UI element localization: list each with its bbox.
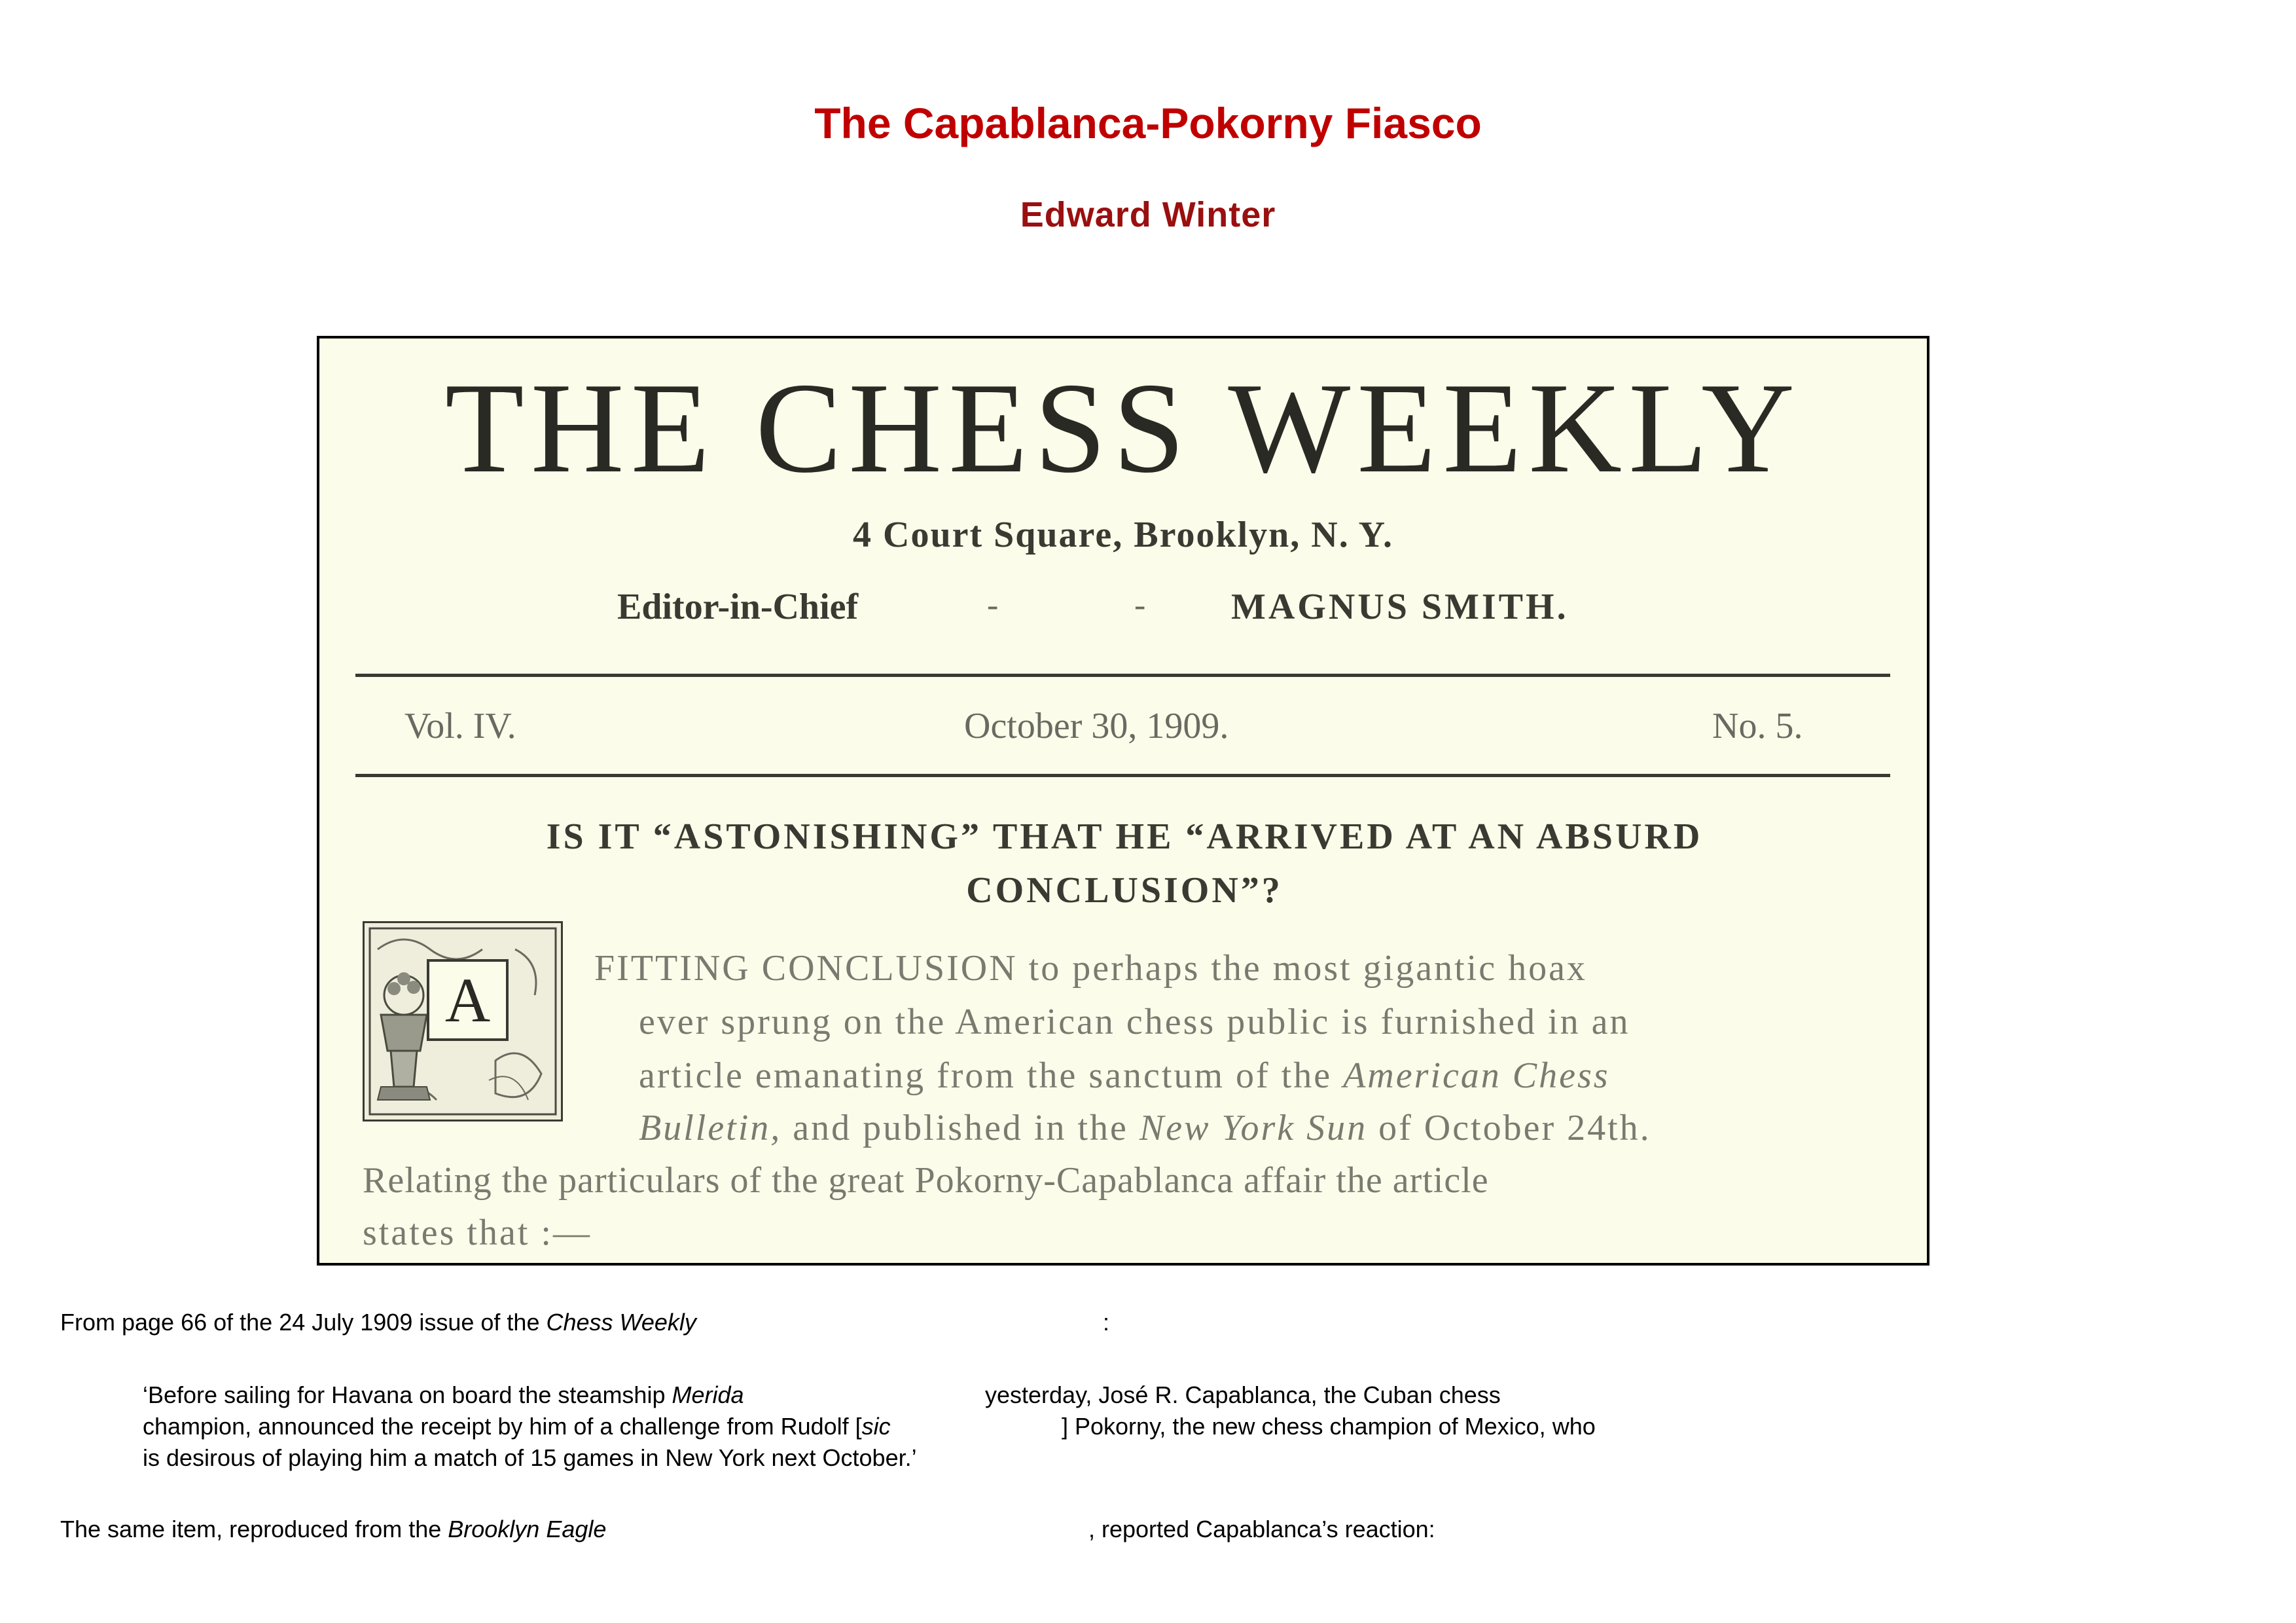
top-rule bbox=[355, 674, 1890, 677]
headline-line-1: IS IT “ASTONISHING” THAT HE “ARRIVED AT AN ABSURD bbox=[546, 816, 1703, 857]
american-chess-text: American Chess bbox=[1343, 1055, 1610, 1096]
masthead: THE CHESS WEEKLY bbox=[444, 356, 1802, 500]
initial-letter-box bbox=[427, 959, 509, 1041]
article-line-2: ever sprung on the American chess public is furnished in an bbox=[639, 1002, 1630, 1042]
quote-line-1-end: yesterday, José R. Capablanca, the Cuban chess bbox=[985, 1381, 1501, 1408]
merida-title: Merida bbox=[672, 1381, 744, 1408]
paragraph-1-text: From page 66 of the 24 July 1909 issue of the bbox=[60, 1309, 547, 1336]
editor-dash-1: - bbox=[987, 587, 999, 624]
page-title: The Capablanca-Pokorny Fiasco bbox=[814, 99, 1482, 147]
quote-line-1 bbox=[143, 1381, 744, 1409]
new-york-sun-text: New York Sun bbox=[1139, 1108, 1368, 1148]
address: 4 Court Square, Brooklyn, N. Y. bbox=[853, 515, 1393, 555]
article-line-6: states that :— bbox=[363, 1213, 592, 1253]
headline-line-2: CONCLUSION”? bbox=[966, 870, 1283, 911]
paragraph-2 bbox=[60, 1516, 606, 1543]
quote-line-1-text: ‘Before sailing for Havana on board the steamship bbox=[143, 1381, 672, 1408]
headline bbox=[359, 810, 1890, 917]
bulletin-text: Bulletin, bbox=[639, 1108, 782, 1148]
initial-letter: A bbox=[444, 965, 491, 1035]
sic-text: sic bbox=[861, 1413, 891, 1440]
article-line-1: FITTING CONCLUSION to perhaps the most gigantic hoax bbox=[594, 948, 1587, 989]
chess-weekly-title: Chess Weekly bbox=[546, 1309, 696, 1336]
article-line-4-end: of October 24th. bbox=[1367, 1108, 1651, 1148]
quote-line-2-text: champion, announced the receipt by him of a challenge from Rudolf [ bbox=[143, 1413, 862, 1440]
paragraph-2-end: , reported Capablanca’s reaction: bbox=[1088, 1516, 1435, 1542]
article-line-4 bbox=[639, 1107, 1651, 1149]
issue-date: October 30, 1909. bbox=[964, 706, 1229, 746]
quote-line-2-end: ] Pokorny, the new chess champion of Mexico, who bbox=[1062, 1413, 1596, 1440]
article-line-4-text: and published in the bbox=[781, 1108, 1139, 1148]
editor-name: MAGNUS SMITH. bbox=[1231, 587, 1569, 627]
volume: Vol. IV. bbox=[404, 706, 516, 746]
article-line-3-text: article emanating from the sanctum of the bbox=[639, 1055, 1344, 1096]
issue-number: No. 5. bbox=[1712, 706, 1803, 746]
quote-line-2 bbox=[143, 1413, 891, 1440]
bottom-rule bbox=[355, 774, 1890, 777]
author-name: Edward Winter bbox=[1020, 195, 1276, 234]
ornamental-initial bbox=[363, 921, 563, 1122]
quote-line-3: is desirous of playing him a match of 15 games in New York next October.’ bbox=[143, 1444, 917, 1471]
editor-dash-2: - bbox=[1134, 587, 1146, 624]
brooklyn-eagle-title: Brooklyn Eagle bbox=[448, 1516, 607, 1542]
paragraph-2-text: The same item, reproduced from the bbox=[60, 1516, 448, 1542]
article-line-3 bbox=[639, 1055, 1610, 1097]
editor-label: Editor-in-Chief bbox=[617, 587, 859, 627]
paragraph-1-colon: : bbox=[1103, 1309, 1110, 1336]
chess-weekly-clipping bbox=[317, 336, 1929, 1266]
paragraph-1 bbox=[60, 1309, 696, 1336]
article-line-5: Relating the particulars of the great Pokorny-Capablanca affair the article bbox=[363, 1160, 1489, 1201]
